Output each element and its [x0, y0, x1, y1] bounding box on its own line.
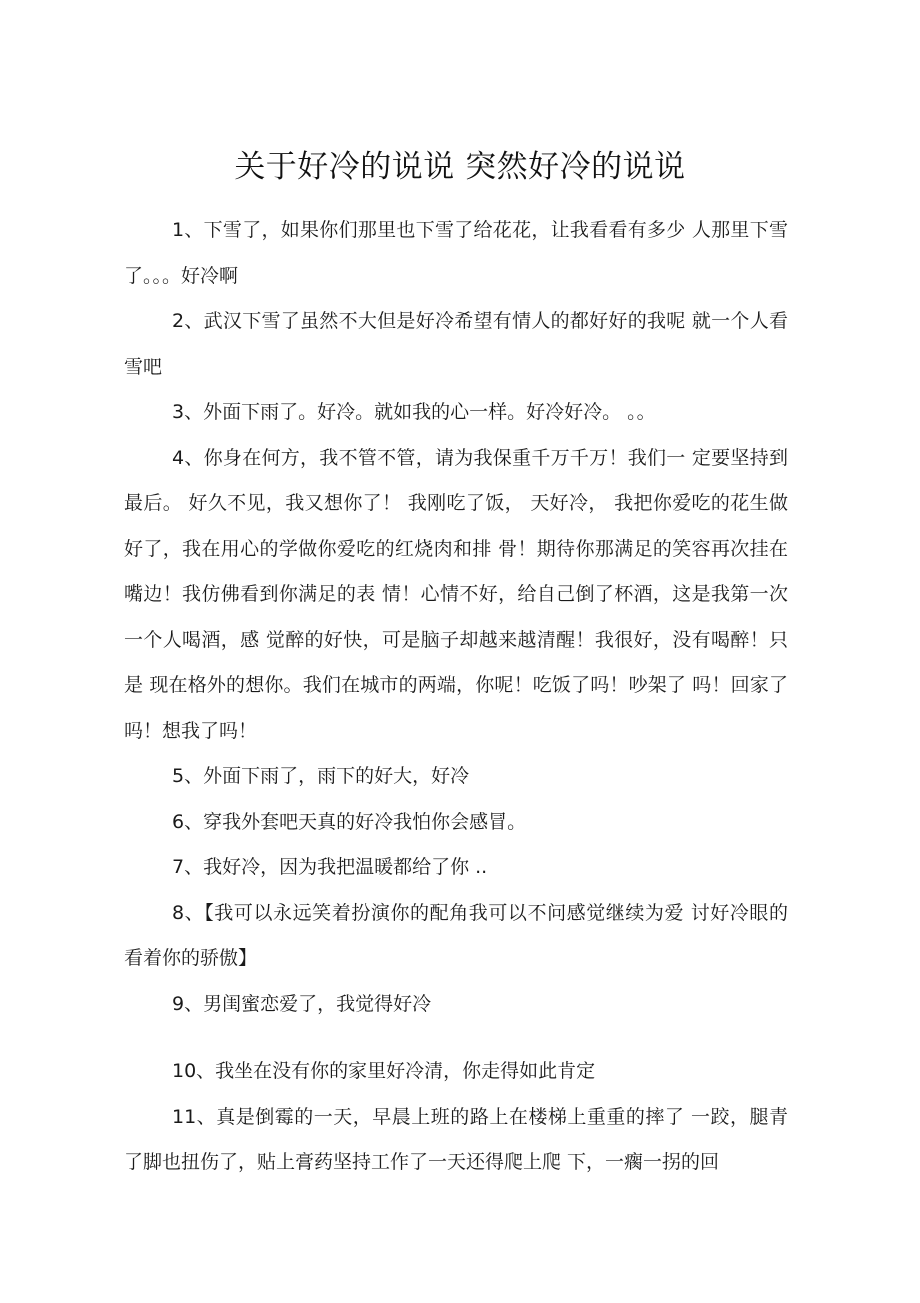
paragraph-9: 9、男闺蜜恋爱了，我觉得好冷: [172, 992, 432, 1015]
paragraph-8: 8、【我可以永远笑着扮演你的配角我可以不问感觉继续为爱 讨好冷眼的看着你的骄傲】: [124, 901, 788, 969]
paragraph-4: 4、你身在何方，我不管不管，请为我保重千万千万！我们一 定要坚持到最后。 好久不见，我又想你了！ 我刚吃了饭， 天好冷， 我把你爱吃的花生做好了，我在用心的学做你爱吃的红烧肉和排 骨！期待你那满足的笑容再次挂在嘴边！我仿佛看到你满足的表 情！心情不好，给自己倒了杯酒，这是我第一次一个人喝酒，感 觉醉的好快，可是脑子却越来越清醒！我很好，没有喝醉！只是 现在格外的想你。我们在城市的两端，你呢！吃饭了吗！吵架了 吗！回家了吗！想我了吗！: [124, 446, 788, 742]
page-title: 关于好冷的说说 突然好冷的说说: [234, 149, 686, 185]
paragraph-3: 3、外面下雨了。好冷。就如我的心一样。好冷好冷。 。。: [172, 401, 656, 423]
paragraph-2: 2、武汉下雪了虽然不大但是好冷希望有情人的都好好的我呢 就一个人看雪吧: [124, 310, 788, 378]
paragraph-5: 5、外面下雨了，雨下的好大，好冷: [172, 765, 470, 787]
paragraph-6: 6、穿我外套吧天真的好冷我怕你会感冒。: [172, 810, 527, 833]
paragraph-11: 11、真是倒霉的一天，早晨上班的路上在楼梯上重重的摔了 一跤，腿青了脚也扭伤了，贴上膏药坚持工作了一天还得爬上爬 下，一瘸一拐的回: [124, 1105, 788, 1173]
paragraph-1: 1、下雪了，如果你们那里也下雪了给花花，让我看看有多少 人那里下雪了。。。好冷啊: [124, 219, 788, 287]
document-body: [124, 208, 788, 1186]
paragraph-7: 7、我好冷，因为我把温暖都给了你 ..: [172, 856, 488, 878]
paragraph-10: 10、我坐在没有你的家里好冷清，你走得如此肯定: [172, 1060, 596, 1082]
